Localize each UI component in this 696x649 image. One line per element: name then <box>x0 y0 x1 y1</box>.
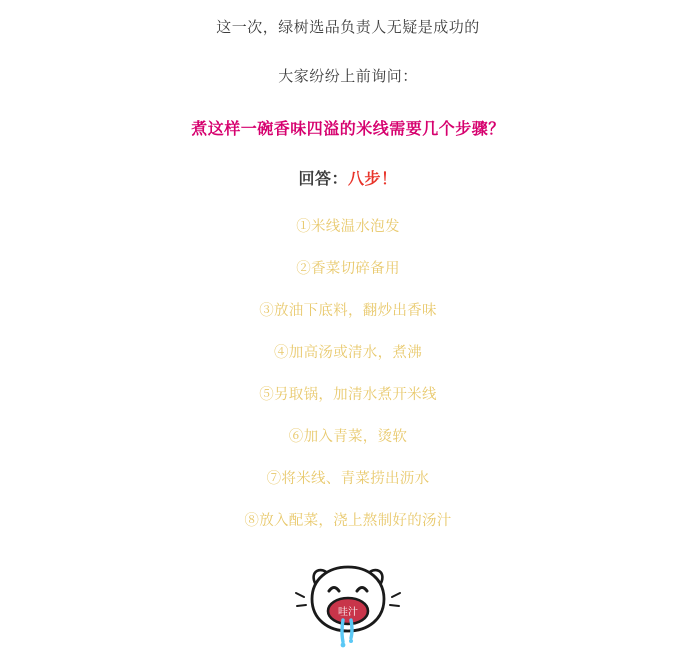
question-text: 煮这样一碗香味四溢的米线需要几个步骤？ <box>191 121 505 138</box>
mascot-mouth-text: 哇汁 <box>338 607 358 618</box>
step-item: ⑦将米线、青菜捞出沥水 <box>266 471 430 487</box>
intro-line-1: 这一次，绿树选品负责人无疑是成功的 <box>216 19 480 36</box>
step-item: ①米线温水泡发 <box>296 219 400 235</box>
mascot-container <box>0 557 696 649</box>
step-item: ②香菜切碎备用 <box>296 261 400 277</box>
step-item: ③放油下底料，翻炒出香味 <box>259 303 437 319</box>
answer-value: 八步！ <box>348 171 398 188</box>
step-item: ⑧放入配菜，浇上熬制好的汤汁 <box>244 513 452 529</box>
answer-label: 回答： <box>298 171 348 188</box>
answer-line <box>0 166 696 189</box>
steps-list <box>0 215 696 551</box>
step-item: ⑤另取锅，加清水煮开米线 <box>259 387 437 403</box>
step-item: ⑥加入青菜，烫软 <box>288 429 408 445</box>
drooling-pig-icon <box>288 557 408 649</box>
intro-line-2: 大家纷纷上前询问： <box>278 68 418 85</box>
step-item: ④加高汤或清水，煮沸 <box>274 345 422 361</box>
